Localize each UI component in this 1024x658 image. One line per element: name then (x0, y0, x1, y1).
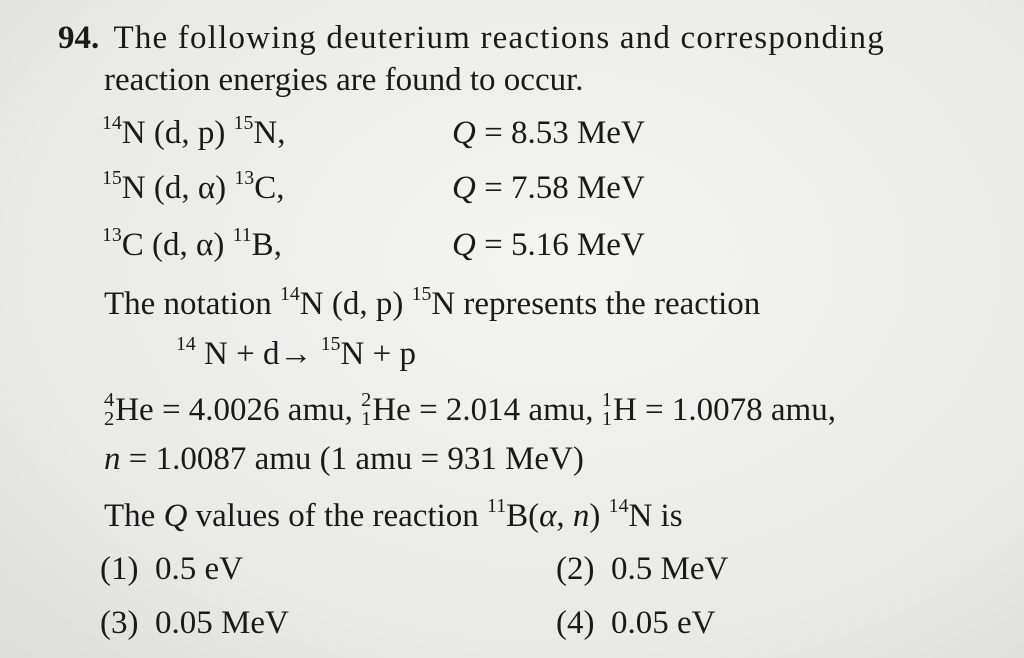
neutron-symbol: n (572, 498, 590, 534)
he2-mass: He = 2.014 amu, (372, 392, 602, 428)
reaction-text: , (556, 498, 573, 534)
mass-number: 13 (102, 224, 122, 247)
option-value: 0.05 MeV (154, 605, 289, 641)
notation-equation (176, 333, 416, 372)
mass-number: 14 (279, 283, 300, 306)
reaction-row (102, 224, 282, 263)
h1-mass: H = 1.0078 amu, (612, 392, 836, 428)
reaction-q-value (452, 117, 645, 150)
reaction-text: B( (506, 498, 540, 534)
option-1[interactable] (100, 553, 243, 586)
q-symbol: Q (452, 170, 476, 206)
question-intro-text2: reaction energies are found to occur. (104, 62, 584, 98)
h1-isotope-notation: 1 1 (601, 389, 612, 431)
reaction-text: ) (589, 498, 609, 534)
masses-line (104, 389, 836, 432)
mass-number: 15 (320, 333, 341, 356)
option-value: 0.5 MeV (610, 551, 729, 587)
mass-number: 15 (102, 167, 122, 190)
mass-number: 11 (232, 224, 252, 247)
question-number: 94. (58, 20, 100, 56)
option-value: 0.5 eV (154, 551, 243, 587)
reaction-process: (d, p) (145, 115, 234, 151)
product-nucleus: C, (254, 170, 285, 206)
mass-number: 11 (487, 495, 507, 518)
target-nucleus: N (121, 170, 146, 206)
neutron-symbol: n (104, 441, 121, 477)
ask-middle: values of the reaction (187, 498, 488, 534)
he4-isotope-notation: 4 2 (104, 389, 115, 431)
q-value: = 7.58 MeV (475, 170, 645, 206)
q-value: = 8.53 MeV (475, 115, 645, 151)
notation-prefix: The notation (104, 286, 280, 322)
alpha-symbol: α (539, 498, 557, 534)
mass-number: 13 (234, 167, 255, 190)
option-label: (2) (556, 551, 595, 587)
neutron-mass-line (104, 443, 584, 476)
option-4[interactable] (556, 607, 715, 640)
product-nucleus: B, (251, 227, 282, 263)
question-intro-line2 (104, 64, 584, 97)
option-value: 0.05 eV (610, 605, 716, 641)
q-symbol: Q (452, 227, 476, 263)
q-value: = 5.16 MeV (475, 227, 645, 263)
reaction-q-value (452, 229, 645, 262)
option-label: (1) (100, 551, 139, 587)
notation-text: N (d, p) (299, 286, 412, 322)
question-ask (104, 495, 683, 534)
option-2[interactable] (556, 553, 728, 586)
mass-number: 14 (608, 495, 629, 518)
ask-suffix: N is (628, 498, 683, 534)
question-intro-line1 (58, 22, 885, 55)
mass-number: 14 (176, 333, 196, 356)
equation-part: N + d→ (195, 336, 321, 372)
he2-isotope-notation: 2 1 (361, 389, 372, 431)
reaction-process: (d, α) (145, 170, 235, 206)
notation-suffix: N represents the reaction (431, 286, 761, 322)
mass-number: 15 (233, 112, 254, 135)
neutron-mass: = 1.0087 amu (1 amu = 931 MeV) (120, 441, 584, 477)
product-nucleus: N, (253, 115, 286, 151)
mass-number: 14 (102, 112, 122, 135)
he4-mass: He = 4.0026 amu, (115, 392, 362, 428)
mass-number: 15 (411, 283, 432, 306)
ask-prefix: The (104, 498, 164, 534)
notation-sentence (104, 283, 761, 322)
equation-part: N + p (340, 336, 416, 372)
option-3[interactable] (100, 607, 289, 640)
q-symbol: Q (452, 115, 476, 151)
reaction-row (102, 167, 285, 206)
q-symbol: Q (163, 498, 188, 534)
target-nucleus: C (121, 227, 144, 263)
target-nucleus: N (121, 115, 146, 151)
option-label: (3) (100, 605, 139, 641)
question-intro-text1: The following deuterium reactions and corresponding (113, 20, 885, 56)
reaction-process: (d, α) (143, 227, 233, 263)
option-label: (4) (556, 605, 595, 641)
reaction-q-value (452, 172, 645, 205)
reaction-row (102, 112, 286, 151)
